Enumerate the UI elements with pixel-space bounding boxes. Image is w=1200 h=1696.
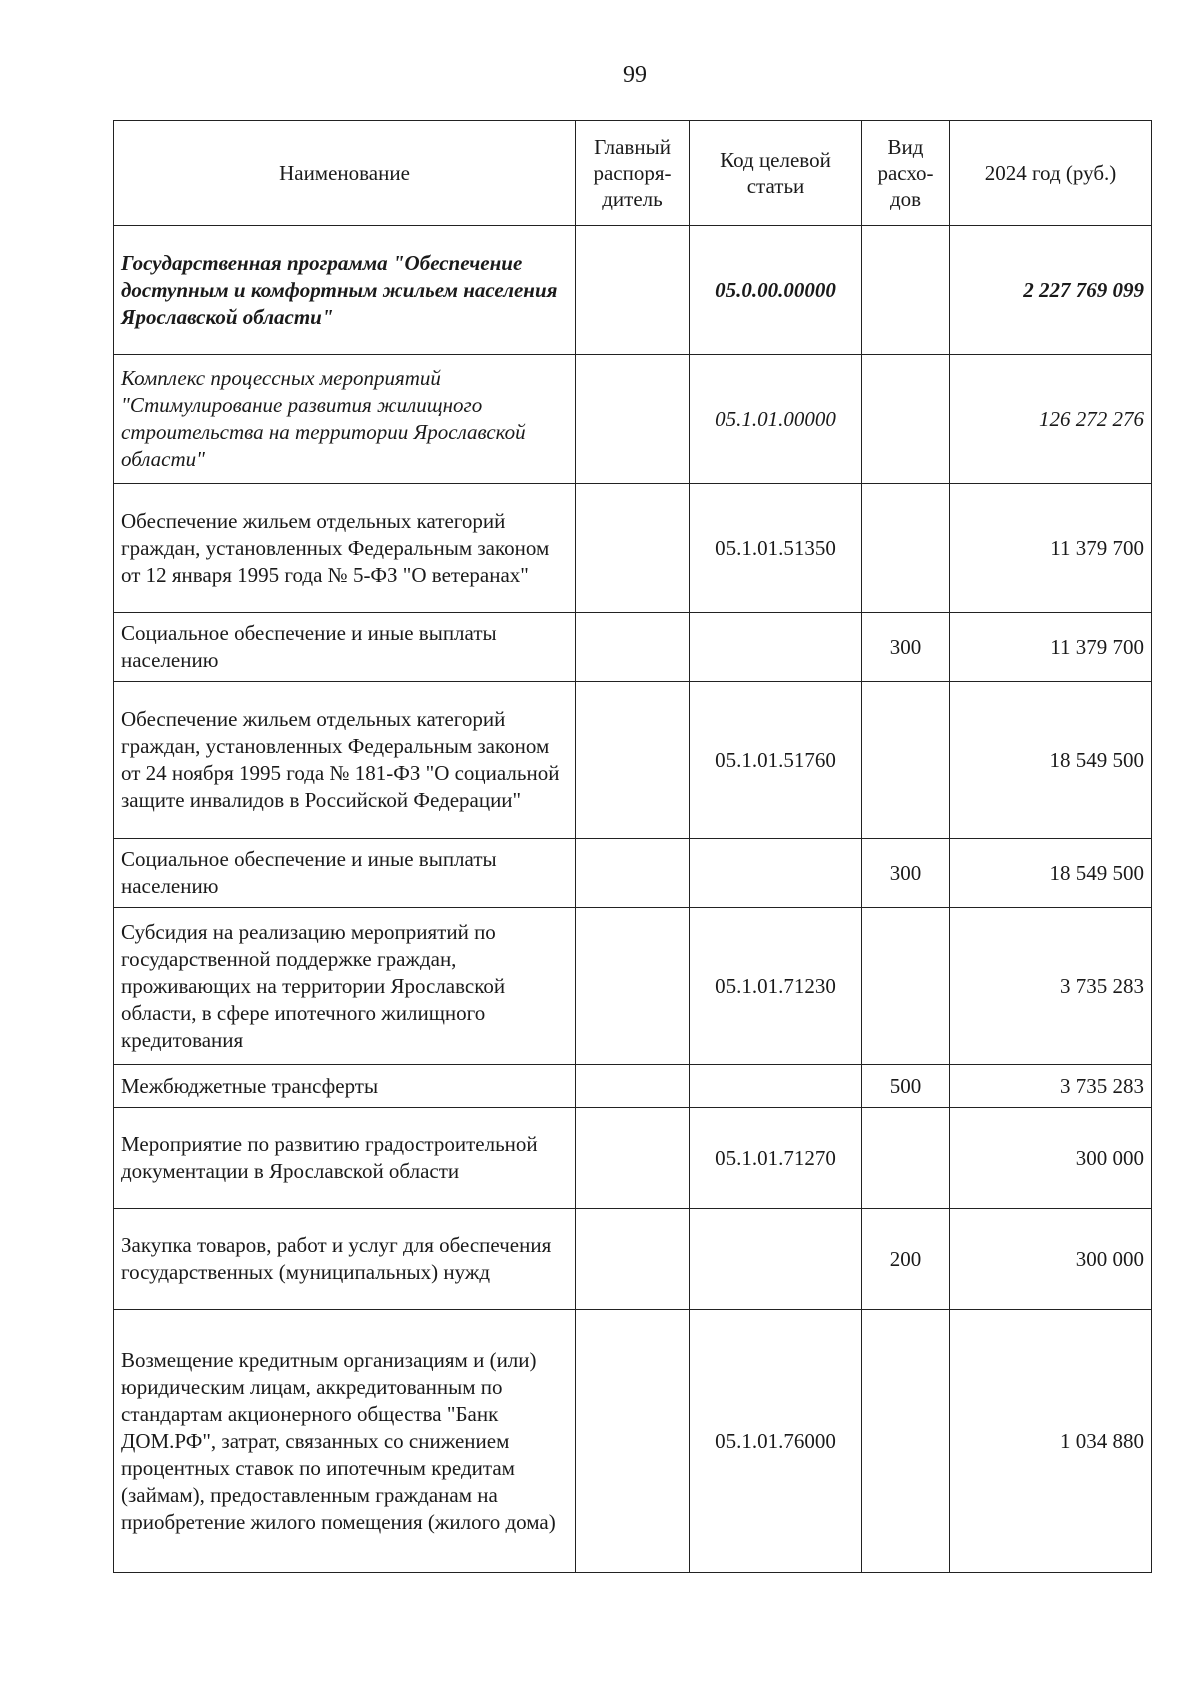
row-target-code xyxy=(690,1209,862,1310)
row-amount: 11 379 700 xyxy=(950,613,1152,682)
row-expense-kind xyxy=(862,355,950,484)
row-main-manager xyxy=(576,355,690,484)
row-name: Социальное обеспечение и иные выплаты населению xyxy=(114,613,576,682)
row-target-code: 05.1.01.71230 xyxy=(690,908,862,1065)
row-expense-kind: 300 xyxy=(862,613,950,682)
row-main-manager xyxy=(576,1108,690,1209)
table-row xyxy=(114,1310,1152,1573)
table-row xyxy=(114,1209,1152,1310)
table-row xyxy=(114,355,1152,484)
row-main-manager xyxy=(576,1310,690,1573)
row-target-code: 05.1.01.71270 xyxy=(690,1108,862,1209)
page-number: 99 xyxy=(623,62,647,88)
row-main-manager xyxy=(576,1065,690,1108)
row-amount: 1 034 880 xyxy=(950,1310,1152,1573)
row-main-manager xyxy=(576,613,690,682)
row-amount: 3 735 283 xyxy=(950,1065,1152,1108)
table-header-row xyxy=(114,121,1152,226)
row-name: Субсидия на реализацию мероприятий по государственной поддержке граждан, проживающих на территории Ярославской области, в сфере ипотечного жилищного кредитования xyxy=(114,908,576,1065)
row-amount: 126 272 276 xyxy=(950,355,1152,484)
row-target-code: 05.0.00.00000 xyxy=(690,226,862,355)
table-row xyxy=(114,613,1152,682)
row-expense-kind xyxy=(862,682,950,839)
table-row xyxy=(114,226,1152,355)
row-expense-kind: 500 xyxy=(862,1065,950,1108)
row-name: Закупка товаров, работ и услуг для обеспечения государственных (муниципальных) нужд xyxy=(114,1209,576,1310)
row-amount: 3 735 283 xyxy=(950,908,1152,1065)
header-amount-2024: 2024 год (руб.) xyxy=(950,121,1152,226)
budget-table xyxy=(113,120,1152,1573)
row-expense-kind xyxy=(862,908,950,1065)
header-expense-kind: Вид расхо-дов xyxy=(862,121,950,226)
row-expense-kind: 300 xyxy=(862,839,950,908)
row-amount: 2 227 769 099 xyxy=(950,226,1152,355)
header-target-code: Код целевой статьи xyxy=(690,121,862,226)
row-name: Возмещение кредитным организациям и (или) юридическим лицам, аккредитованным по стандартам акционерного общества "Банк ДОМ.РФ", затрат, связанных со снижением процентных ставок по ипотечным кредитам (займам), предоставленным гражданам на приобретение жилого помещения (жилого дома) xyxy=(114,1310,576,1573)
row-name: Межбюджетные трансферты xyxy=(114,1065,576,1108)
row-name: Государственная программа "Обеспечение доступным и комфортным жильем населения Ярославской области" xyxy=(114,226,576,355)
row-amount: 18 549 500 xyxy=(950,682,1152,839)
row-name: Обеспечение жильем отдельных категорий граждан, установленных Федеральным законом от 12 января 1995 года № 5-ФЗ "О ветеранах" xyxy=(114,484,576,613)
row-amount: 11 379 700 xyxy=(950,484,1152,613)
table-row xyxy=(114,484,1152,613)
row-main-manager xyxy=(576,839,690,908)
table-row xyxy=(114,908,1152,1065)
table-row xyxy=(114,682,1152,839)
row-main-manager xyxy=(576,1209,690,1310)
row-main-manager xyxy=(576,908,690,1065)
table-row xyxy=(114,1108,1152,1209)
row-name: Комплекс процессных мероприятий "Стимулирование развития жилищного строительства на территории Ярославской области" xyxy=(114,355,576,484)
row-expense-kind xyxy=(862,1108,950,1209)
row-target-code xyxy=(690,613,862,682)
row-target-code: 05.1.01.00000 xyxy=(690,355,862,484)
header-name: Наименование xyxy=(114,121,576,226)
row-target-code: 05.1.01.51350 xyxy=(690,484,862,613)
row-expense-kind: 200 xyxy=(862,1209,950,1310)
table-row xyxy=(114,1065,1152,1108)
row-main-manager xyxy=(576,484,690,613)
row-expense-kind xyxy=(862,484,950,613)
row-target-code: 05.1.01.51760 xyxy=(690,682,862,839)
row-name: Мероприятие по развитию градостроительной документации в Ярославской области xyxy=(114,1108,576,1209)
row-target-code xyxy=(690,839,862,908)
row-main-manager xyxy=(576,682,690,839)
row-amount: 18 549 500 xyxy=(950,839,1152,908)
row-main-manager xyxy=(576,226,690,355)
row-target-code xyxy=(690,1065,862,1108)
row-name: Обеспечение жильем отдельных категорий граждан, установленных Федеральным законом от 24 ноября 1995 года № 181-ФЗ "О социальной защите инвалидов в Российской Федерации" xyxy=(114,682,576,839)
header-main-manager: Главный распоря-дитель xyxy=(576,121,690,226)
row-target-code: 05.1.01.76000 xyxy=(690,1310,862,1573)
row-expense-kind xyxy=(862,1310,950,1573)
row-amount: 300 000 xyxy=(950,1209,1152,1310)
table-row xyxy=(114,839,1152,908)
row-amount: 300 000 xyxy=(950,1108,1152,1209)
row-name: Социальное обеспечение и иные выплаты населению xyxy=(114,839,576,908)
row-expense-kind xyxy=(862,226,950,355)
